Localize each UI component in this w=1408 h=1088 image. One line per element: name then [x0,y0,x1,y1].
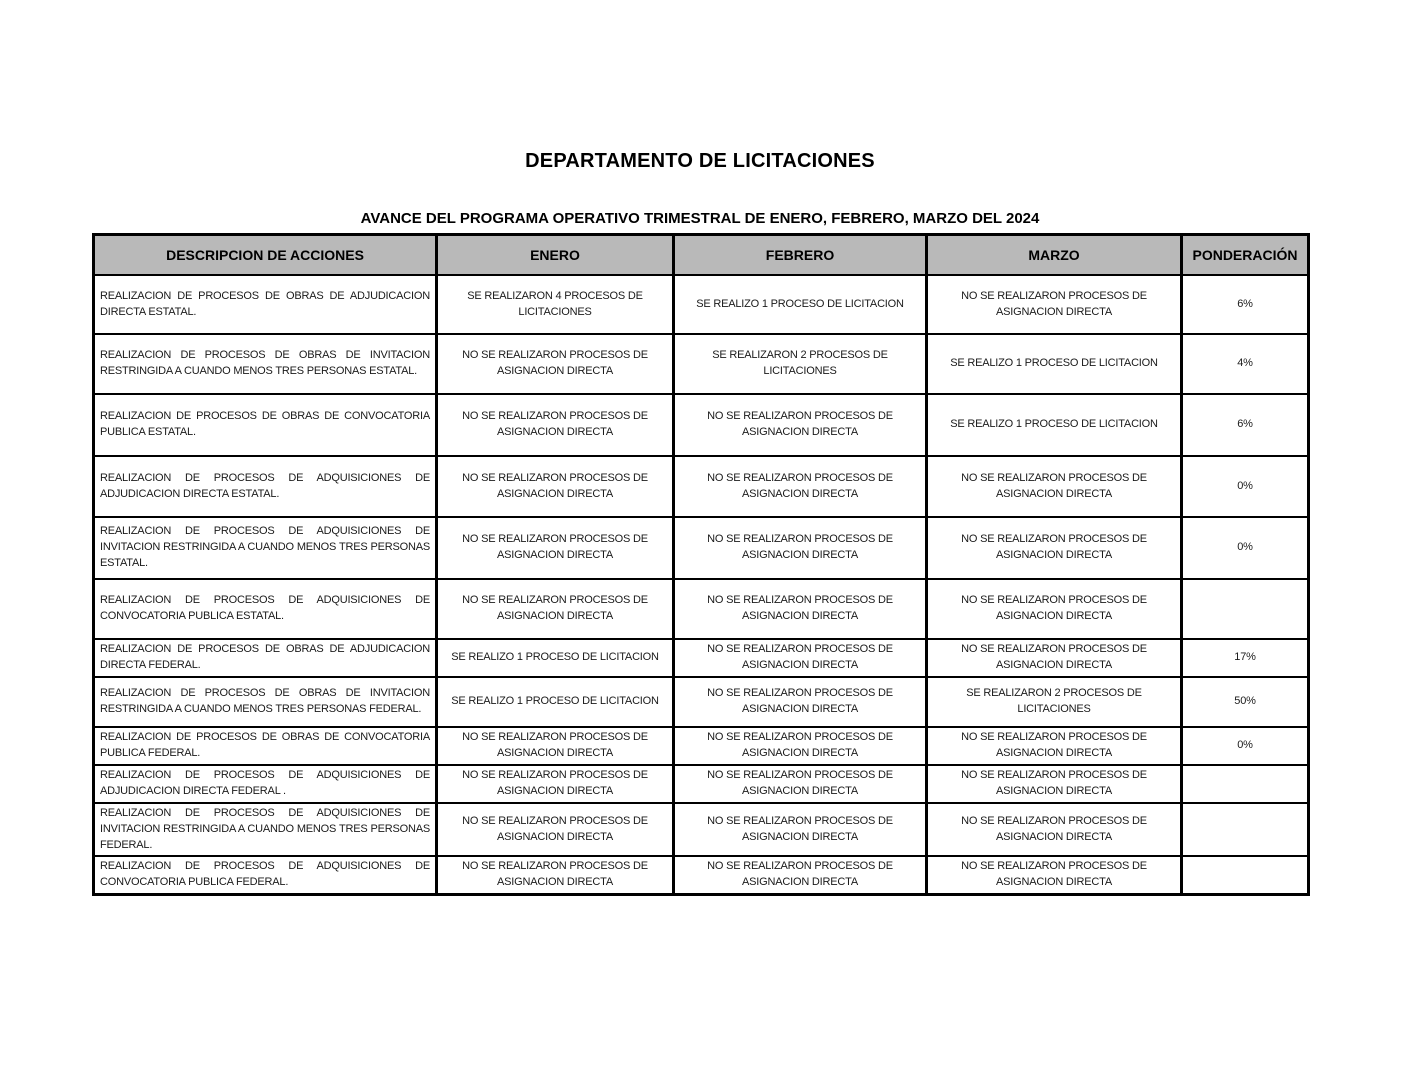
cell-febrero: SE REALIZO 1 PROCESO DE LICITACION [674,275,927,334]
header-descripcion: DESCRIPCION DE ACCIONES [94,235,437,276]
cell-marzo: NO SE REALIZARON PROCESOS DE ASIGNACION DIRECTA [927,803,1182,857]
cell-marzo: NO SE REALIZARON PROCESOS DE ASIGNACION DIRECTA [927,639,1182,677]
cell-febrero: NO SE REALIZARON PROCESOS DE ASIGNACION DIRECTA [674,394,927,456]
cell-marzo: SE REALIZARON 2 PROCESOS DE LICITACIONES [927,677,1182,727]
cell-ponderacion: 0% [1182,517,1309,579]
cell-ponderacion: 0% [1182,456,1309,517]
cell-enero: NO SE REALIZARON PROCESOS DE ASIGNACION DIRECTA [437,803,674,857]
table-row [94,579,1309,639]
cell-marzo: SE REALIZO 1 PROCESO DE LICITACION [927,394,1182,456]
table-body [94,275,1309,895]
cell-enero: NO SE REALIZARON PROCESOS DE ASIGNACION DIRECTA [437,579,674,639]
cell-descripcion: REALIZACION DE PROCESOS DE OBRAS DE ADJUDICACION DIRECTA ESTATAL. [94,275,437,334]
table-row [94,803,1309,857]
table-row [94,517,1309,579]
cell-febrero: NO SE REALIZARON PROCESOS DE ASIGNACION DIRECTA [674,517,927,579]
table-row [94,639,1309,677]
progress-table [92,233,1310,896]
cell-febrero: SE REALIZARON 2 PROCESOS DE LICITACIONES [674,334,927,394]
cell-enero: NO SE REALIZARON PROCESOS DE ASIGNACION DIRECTA [437,394,674,456]
table-row [94,394,1309,456]
cell-marzo: NO SE REALIZARON PROCESOS DE ASIGNACION DIRECTA [927,765,1182,803]
cell-ponderacion: 50% [1182,677,1309,727]
cell-descripcion: REALIZACION DE PROCESOS DE ADQUISICIONES DE ADJUDICACION DIRECTA FEDERAL . [94,765,437,803]
cell-ponderacion: 6% [1182,394,1309,456]
cell-descripcion: REALIZACION DE PROCESOS DE OBRAS DE CONVOCATORIA PUBLICA FEDERAL. [94,727,437,765]
cell-marzo: NO SE REALIZARON PROCESOS DE ASIGNACION DIRECTA [927,275,1182,334]
table-row [94,275,1309,334]
cell-enero: NO SE REALIZARON PROCESOS DE ASIGNACION DIRECTA [437,517,674,579]
cell-ponderacion [1182,765,1309,803]
cell-enero: NO SE REALIZARON PROCESOS DE ASIGNACION DIRECTA [437,765,674,803]
table-row [94,677,1309,727]
cell-enero: NO SE REALIZARON PROCESOS DE ASIGNACION DIRECTA [437,456,674,517]
cell-marzo: NO SE REALIZARON PROCESOS DE ASIGNACION DIRECTA [927,456,1182,517]
cell-febrero: NO SE REALIZARON PROCESOS DE ASIGNACION DIRECTA [674,639,927,677]
table-header-row [94,235,1309,276]
cell-enero: NO SE REALIZARON PROCESOS DE ASIGNACION DIRECTA [437,727,674,765]
cell-ponderacion: 4% [1182,334,1309,394]
table-row [94,856,1309,894]
cell-febrero: NO SE REALIZARON PROCESOS DE ASIGNACION DIRECTA [674,677,927,727]
cell-marzo: NO SE REALIZARON PROCESOS DE ASIGNACION DIRECTA [927,856,1182,894]
cell-descripcion: REALIZACION DE PROCESOS DE ADQUISICIONES DE CONVOCATORIA PUBLICA ESTATAL. [94,579,437,639]
cell-descripcion: REALIZACION DE PROCESOS DE OBRAS DE INVITACION RESTRINGIDA A CUANDO MENOS TRES PERSONAS FEDERAL. [94,677,437,727]
cell-marzo: NO SE REALIZARON PROCESOS DE ASIGNACION DIRECTA [927,579,1182,639]
table-row [94,727,1309,765]
table-row [94,456,1309,517]
cell-marzo: NO SE REALIZARON PROCESOS DE ASIGNACION DIRECTA [927,727,1182,765]
cell-descripcion: REALIZACION DE PROCESOS DE ADQUISICIONES DE INVITACION RESTRINGIDA A CUANDO MENOS TRES PERSONAS ESTATAL. [94,517,437,579]
cell-marzo: NO SE REALIZARON PROCESOS DE ASIGNACION DIRECTA [927,517,1182,579]
header-marzo: MARZO [927,235,1182,276]
cell-febrero: NO SE REALIZARON PROCESOS DE ASIGNACION DIRECTA [674,727,927,765]
cell-ponderacion: 17% [1182,639,1309,677]
cell-ponderacion [1182,803,1309,857]
cell-descripcion: REALIZACION DE PROCESOS DE OBRAS DE INVITACION RESTRINGIDA A CUANDO MENOS TRES PERSONAS ESTATAL. [94,334,437,394]
page-subtitle: AVANCE DEL PROGRAMA OPERATIVO TRIMESTRAL DE ENERO, FEBRERO, MARZO DEL 2024 [360,210,1040,227]
cell-enero: NO SE REALIZARON PROCESOS DE ASIGNACION DIRECTA [437,334,674,394]
cell-descripcion: REALIZACION DE PROCESOS DE ADQUISICIONES DE ADJUDICACION DIRECTA ESTATAL. [94,456,437,517]
cell-descripcion: REALIZACION DE PROCESOS DE ADQUISICIONES DE INVITACION RESTRINGIDA A CUANDO MENOS TRES PERSONAS FEDERAL. [94,803,437,857]
cell-febrero: NO SE REALIZARON PROCESOS DE ASIGNACION DIRECTA [674,456,927,517]
cell-febrero: NO SE REALIZARON PROCESOS DE ASIGNACION DIRECTA [674,803,927,857]
header-ponderacion: PONDERACIÓN [1182,235,1309,276]
cell-marzo: SE REALIZO 1 PROCESO DE LICITACION [927,334,1182,394]
cell-ponderacion [1182,579,1309,639]
cell-enero: SE REALIZO 1 PROCESO DE LICITACION [437,639,674,677]
cell-ponderacion [1182,856,1309,894]
table-row [94,334,1309,394]
cell-descripcion: REALIZACION DE PROCESOS DE OBRAS DE CONVOCATORIA PUBLICA ESTATAL. [94,394,437,456]
cell-ponderacion: 0% [1182,727,1309,765]
cell-enero: SE REALIZO 1 PROCESO DE LICITACION [437,677,674,727]
header-enero: ENERO [437,235,674,276]
cell-febrero: NO SE REALIZARON PROCESOS DE ASIGNACION DIRECTA [674,856,927,894]
cell-enero: SE REALIZARON 4 PROCESOS DE LICITACIONES [437,275,674,334]
cell-ponderacion: 6% [1182,275,1309,334]
header-febrero: FEBRERO [674,235,927,276]
cell-febrero: NO SE REALIZARON PROCESOS DE ASIGNACION DIRECTA [674,765,927,803]
cell-febrero: NO SE REALIZARON PROCESOS DE ASIGNACION DIRECTA [674,579,927,639]
cell-enero: NO SE REALIZARON PROCESOS DE ASIGNACION DIRECTA [437,856,674,894]
cell-descripcion: REALIZACION DE PROCESOS DE ADQUISICIONES DE CONVOCATORIA PUBLICA FEDERAL. [94,856,437,894]
cell-descripcion: REALIZACION DE PROCESOS DE OBRAS DE ADJUDICACION DIRECTA FEDERAL. [94,639,437,677]
page-title: DEPARTAMENTO DE LICITACIONES [525,150,875,172]
table-row [94,765,1309,803]
